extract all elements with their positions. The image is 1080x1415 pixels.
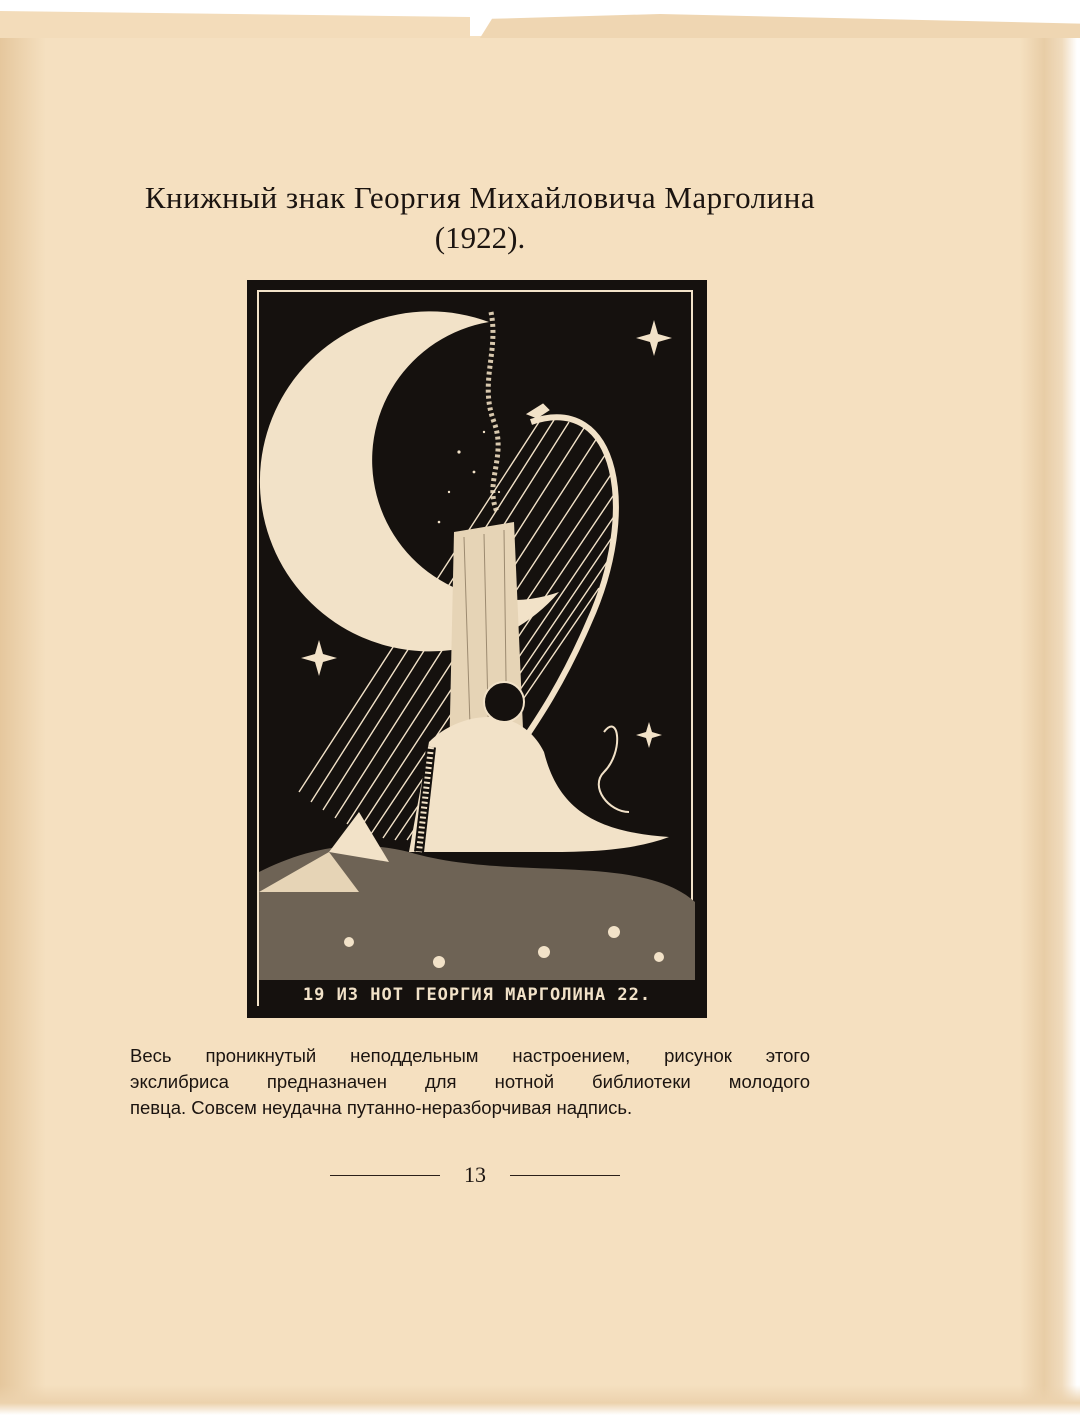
- exlibris-caption: 19 ИЗ НОТ ГЕОРГИЯ МАРГОЛИНА 22.: [259, 980, 695, 1010]
- exlibris-drawing: [259, 292, 695, 980]
- top-paper-strip-right: [480, 14, 1080, 38]
- description-paragraph: [130, 1043, 810, 1121]
- description-line: Весь проникнутый неподдельным настроением, рисунок этого: [130, 1045, 810, 1066]
- page-subtitle-year: (1922).: [434, 220, 526, 255]
- description-line: экслибриса предназначен для нотной библиотеки молодого: [130, 1071, 810, 1092]
- robed-figure-icon: [409, 682, 669, 852]
- exlibris-illustration: [247, 280, 707, 1018]
- page-title: Книжный знак Георгия Михайловича Марголина: [144, 180, 816, 215]
- top-paper-strip-left: [0, 8, 470, 38]
- page-number-footer: [330, 1160, 620, 1190]
- page-bottom-edge: [0, 1385, 1080, 1415]
- folio-rule-right: [510, 1175, 620, 1176]
- description-line: певца. Совсем неудачна путанно-неразборчивая надпись.: [130, 1097, 633, 1118]
- page-right-edge: [1020, 0, 1080, 1415]
- page-spine-shadow: [0, 0, 46, 1415]
- folio-rule-left: [330, 1175, 440, 1176]
- page-number: 13: [464, 1162, 486, 1187]
- page-top-edge: [0, 0, 1080, 36]
